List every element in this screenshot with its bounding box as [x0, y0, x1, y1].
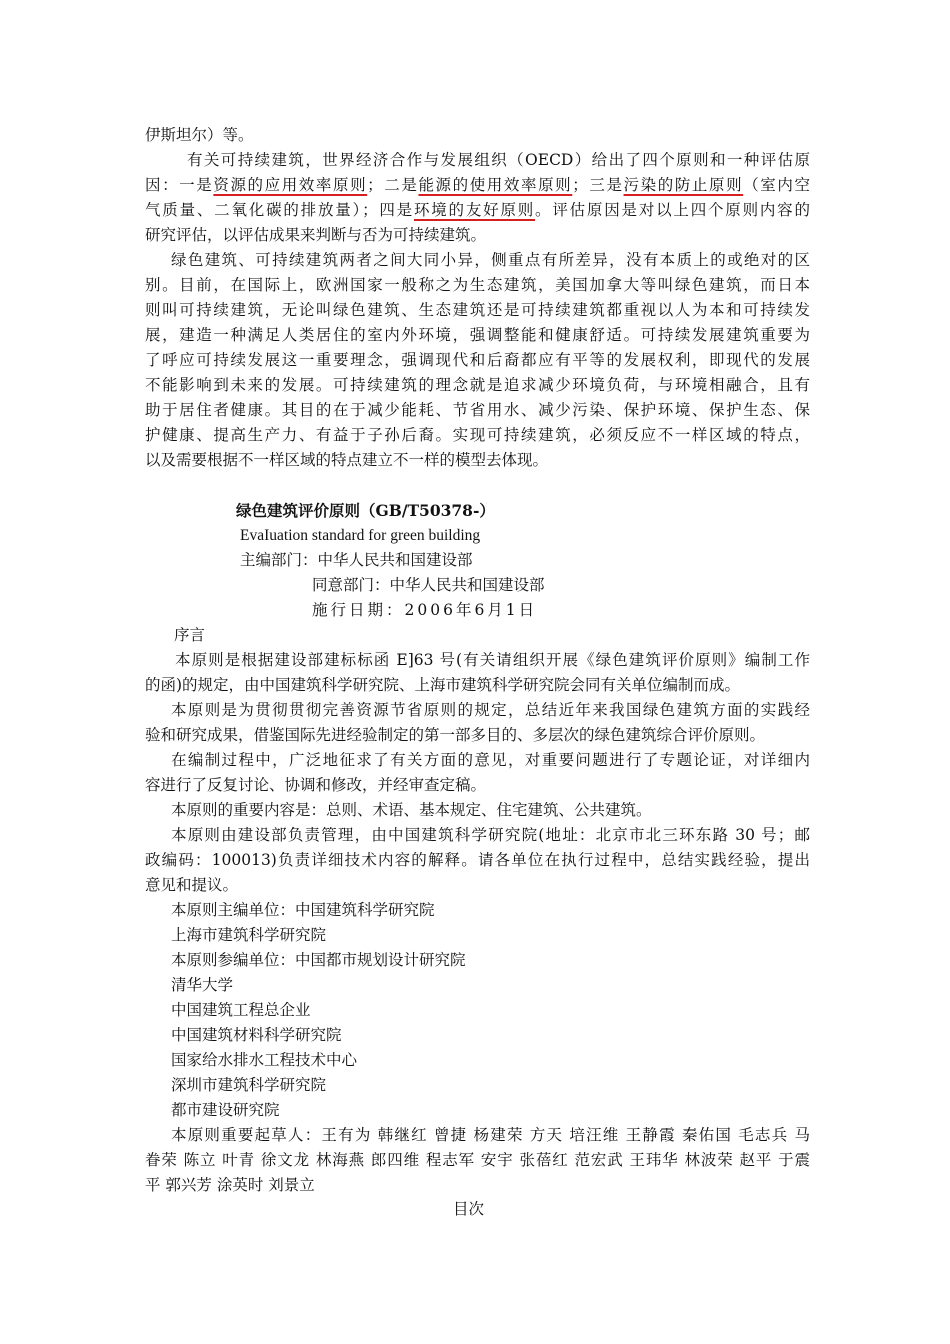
paragraph-line: 护健康、提高生产力、有益于子孙后裔。实现可持续建筑，必须反应不一样区域的特点，: [145, 426, 810, 444]
paragraph-line: 助于居住者健康。其目的在于减少能耗、节省用水、减少污染、保护环境、保护生态、保: [145, 401, 810, 419]
unit-line: 清华大学: [171, 976, 234, 994]
paragraph-line: [145, 198, 810, 223]
intro-line: 伊斯坦尔）等。: [145, 126, 254, 144]
paragraph-line: 不能影响到未来的发展。可持续建筑的理念就是追求减少环境负荷，与环境相融合，且有: [145, 376, 810, 394]
text-span: 因：一是: [145, 176, 214, 194]
preface-title: 序言: [174, 626, 206, 644]
unit-line: 上海市建筑科学研究院: [171, 926, 327, 944]
paragraph-line: 别。目前，在国际上，欧洲国家一般称之为生态建筑，美国加拿大等叫绿色建筑，而日本: [145, 276, 810, 294]
paragraph-line: 以及需要根据不一样区域的特点建立不一样的模型去体现。: [145, 451, 549, 469]
unit-line: 深圳市建筑科学研究院: [171, 1076, 327, 1094]
paragraph-line: [145, 173, 810, 198]
text-span: （室内空: [743, 176, 810, 194]
paragraph-line: 本原则是为贯彻贯彻完善资源节省原则的规定，总结近年来我国绿色建筑方面的实践经: [171, 701, 810, 719]
underlined-principle: 污染的防止原则: [623, 176, 744, 194]
paragraph-line: 绿色建筑、可持续建筑两者之间大同小异，侧重点有所差异，没有本质上的或绝对的区: [171, 251, 810, 269]
unit-line: 本原则主编单位：中国建筑科学研究院: [171, 901, 435, 919]
text-span: ；三是: [572, 176, 624, 194]
text-span: 。评估原因是对以上四个原则内容的: [535, 201, 810, 219]
unit-line: 本原则参编单位：中国都市规划设计研究院: [171, 951, 466, 969]
unit-line: 国家给水排水工程技术中心: [171, 1051, 358, 1069]
text-span: ；二是: [367, 176, 419, 194]
underlined-principle: 能源的使用效率原则: [418, 176, 573, 194]
green-building-paragraph: [145, 248, 810, 473]
paragraph-line: 本原则由建设部负责管理，由中国建筑科学研究院(地址：北京市北三环东路 30 号；邮: [171, 826, 810, 844]
drafters-line: 平 郭兴芳 涂英时 刘景立: [145, 1176, 315, 1194]
oecd-paragraph: [145, 148, 810, 248]
paragraph-line: 则叫可持续建筑，无论叫绿色建筑、生态建筑还是可持续建筑都重视以人为本和可持续发: [145, 301, 810, 319]
paragraph-line: 政编码：100013)负责详细技术内容的解释。请各单位在执行过程中，总结实践经验，提出: [145, 851, 810, 869]
intro-section: [145, 123, 810, 473]
drafters-line: 本原则重要起草人：王有为 韩继红 曾捷 杨建荣 方天 培汪维 王静霞 秦佑国 毛志兵 马: [171, 1126, 810, 1144]
underlined-principle: 环境的友好原则: [413, 201, 536, 219]
paragraph-line: 本原则是根据建设部建标标函 E]63 号(有关请组织开展《绿色建筑评价原则》编制工作: [175, 651, 810, 669]
unit-line: 中国建筑材料科学研究院: [171, 1026, 342, 1044]
paragraph-line: 在编制过程中，广泛地征求了有关方面的意见，对重要问题进行了专题论证，对详细内: [171, 751, 810, 769]
paragraph-line: 验和研究成果，借鉴国际先进经验制定的第一部多目的、多层次的绿色建筑综合评价原则。: [145, 726, 766, 744]
standard-title-english: EvaIuation standard for green building: [240, 527, 481, 544]
paragraph-line: 本原则的重要内容是：总则、术语、基本规定、住宅建筑、公共建筑。: [171, 801, 652, 819]
paragraph-line: 容进行了反复讨论、协调和修改，并经审查定稿。: [145, 776, 487, 794]
editor-department: 主编部门：中华人民共和国建设部: [240, 551, 473, 569]
paragraph-line: 展，建造一种满足人类居住的室内外环境，强调整能和健康舒适。可持续发展建筑重要为: [145, 326, 810, 344]
standard-title: 绿色建筑评价原则（GB/T50378-）: [236, 501, 495, 520]
drafters-line: 眷荣 陈立 叶青 徐文龙 林海燕 郎四维 程志军 安宇 张蓓红 范宏武 王玮华 林波荣 赵平 于震: [145, 1151, 810, 1169]
unit-line: 都市建设研究院: [171, 1101, 280, 1119]
approval-department: 同意部门：中华人民共和国建设部: [312, 576, 545, 594]
paragraph-line: 了呼应可持续发展这一重要理念，强调现代和后裔都应有平等的发展权利，即现代的发展: [145, 351, 810, 369]
paragraph-line: 研究评估，以评估成果来判断与否为可持续建筑。: [145, 226, 487, 244]
paragraph-line: 意见和提议。: [145, 876, 239, 894]
effective-date: 施行日期：2006年6月1日: [312, 601, 538, 619]
paragraph-line: 的函)的规定，由中国建筑科学研究院、上海市建筑科学研究院会同有关单位编制而成。: [145, 676, 741, 694]
toc-title: 目次: [453, 1200, 485, 1218]
unit-line: 中国建筑工程总企业: [171, 1001, 311, 1019]
paragraph-line: 有关可持续建筑，世界经济合作与发展组织（OECD）给出了四个原则和一种评估原: [187, 151, 810, 169]
preface-section: [145, 648, 810, 1198]
underlined-principle: 资源的应用效率原则: [213, 176, 368, 194]
text-span: 气质量、二氧化碳的排放量）；四是: [145, 201, 414, 219]
